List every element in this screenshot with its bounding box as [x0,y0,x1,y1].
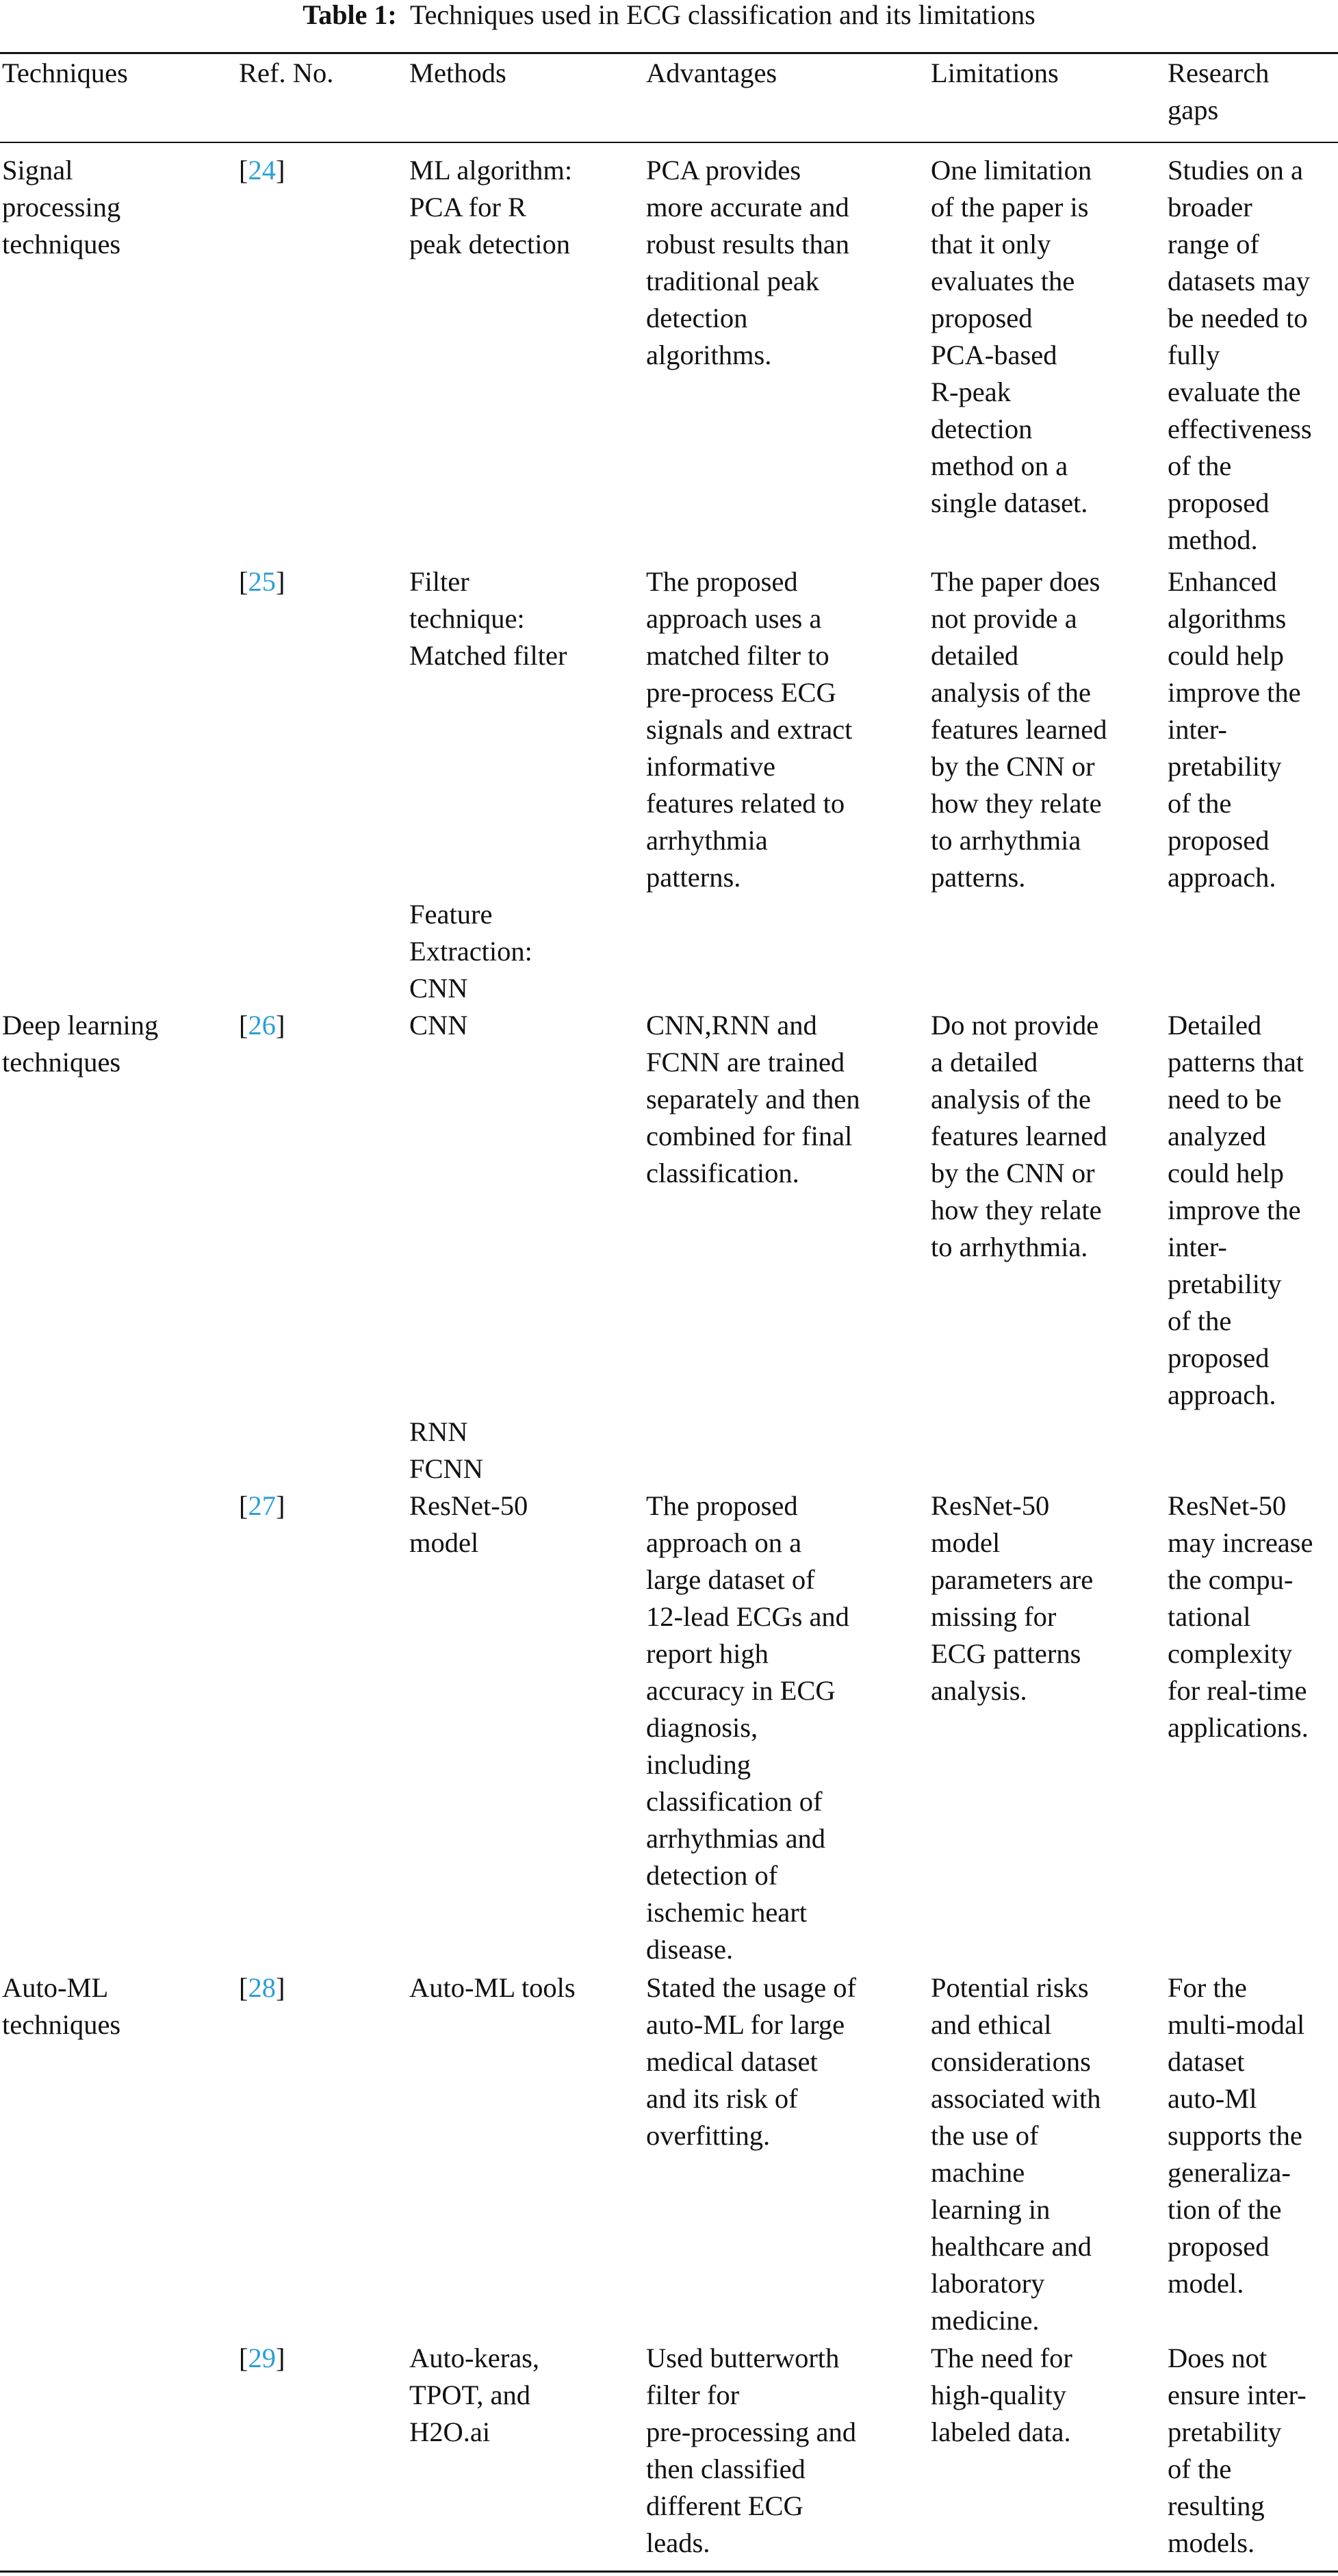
row-25-advantage: The proposed approach uses a matched filter to pre-process ECG signals and extract informative features related to arrhythmia patterns. [646,566,853,893]
header-limitations: Limitations [931,58,1059,88]
row-29-limitation: The need for high-quality labeled data. [931,2343,1072,2447]
row-29-ref: [29] [239,2343,285,2373]
row-27-ref: [27] [239,1490,285,1521]
table-caption-text: Techniques used in ECG classification and its limitations [410,0,1035,30]
row-25-method-extra: Feature Extraction: CNN [409,899,532,1004]
row-27-advantage: The proposed approach on a large dataset of 12-lead ECGs and report high accuracy in ECG diagnosis, including classification of arrhythmias and detection of ischemic heart disease. [646,1490,849,1965]
row-29-advantage: Used butterworth filter for pre-processing and then classified different ECG leads. [646,2343,857,2558]
row-28-ref: [28] [239,1972,285,2003]
ref-link[interactable]: 29 [248,2343,276,2373]
row-26-technique: Deep learning techniques [2,1010,159,1077]
row-28-limitation: Potential risks and ethical considerations associated with the use of machine learning in healthcare and laboratory medicine. [931,1972,1101,2336]
header-rule [0,142,1338,143]
row-24-gap: Studies on a broader range of datasets may be needed to fully evaluate the effectiveness of the proposed method. [1168,155,1312,555]
row-26-gap: Detailed patterns that need to be analyzed could help improve the inter- pretability of the proposed approach. [1168,1010,1304,1410]
row-25-limitation: The paper does not provide a detailed analysis of the features learned by the CNN or how they relate to arrhythmia patterns. [931,566,1107,893]
row-27-gap: ResNet-50 may increase the compu- tational complexity for real-time applications. [1168,1490,1313,1743]
header-techniques: Techniques [2,58,128,88]
ref-link[interactable]: 24 [248,155,276,186]
row-25-ref: [25] [239,566,285,597]
ref-link[interactable]: 27 [248,1490,276,1521]
header-advantages: Advantages [646,58,777,88]
row-28-advantage: Stated the usage of auto-ML for large medical dataset and its risk of overfitting. [646,1972,857,2151]
row-28-gap: For the multi-modal dataset auto-Ml supports the generaliza- tion of the proposed model. [1168,1972,1305,2299]
header-research-gaps: Research gaps [1168,58,1270,125]
row-28-method: Auto-ML tools [409,1972,576,2003]
row-25-method: Filter technique: Matched filter [409,566,567,671]
header-methods: Methods [409,58,506,88]
row-26-ref: [26] [239,1010,285,1041]
row-24-limitation: One limitation of the paper is that it only evaluates the proposed PCA-based R-peak detection method on a single dataset. [931,155,1092,518]
table-caption [0,0,1338,30]
row-24-ref: [24] [239,155,285,186]
row-26-limitation: Do not provide a detailed analysis of the features learned by the CNN or how they relate to arrhythmia. [931,1010,1107,1262]
row-27-limitation: ResNet-50 model parameters are missing for ECG patterns analysis. [931,1490,1094,1706]
row-29-method: Auto-keras, TPOT, and H2O.ai [409,2343,540,2447]
row-26-method: CNN [409,1010,468,1041]
ref-link[interactable]: 28 [248,1972,276,2003]
row-26-method-extra: RNN FCNN [409,1416,484,1484]
row-25-gap: Enhanced algorithms could help improve the inter- pretability of the proposed approach. [1168,566,1301,893]
row-24-advantage: PCA provides more accurate and robust results than traditional peak detection algorithms. [646,155,849,370]
ref-link[interactable]: 26 [248,1010,276,1041]
row-29-gap: Does not ensure inter- pretability of the resulting models. [1168,2343,1307,2558]
row-27-method: ResNet-50 model [409,1490,528,1558]
row-26-advantage: CNN,RNN and FCNN are trained separately and then combined for final classification. [646,1010,860,1188]
table-top-rule [0,52,1338,54]
row-28-technique: Auto-ML techniques [2,1972,121,2040]
header-ref-no: Ref. No. [239,58,334,88]
row-24-technique: Signal processing techniques [2,155,121,259]
table-caption-label: Table 1: [303,0,397,30]
row-24-method: ML algorithm: PCA for R peak detection [409,155,573,259]
ref-link[interactable]: 25 [248,566,276,597]
table-bottom-rule [0,2571,1338,2573]
